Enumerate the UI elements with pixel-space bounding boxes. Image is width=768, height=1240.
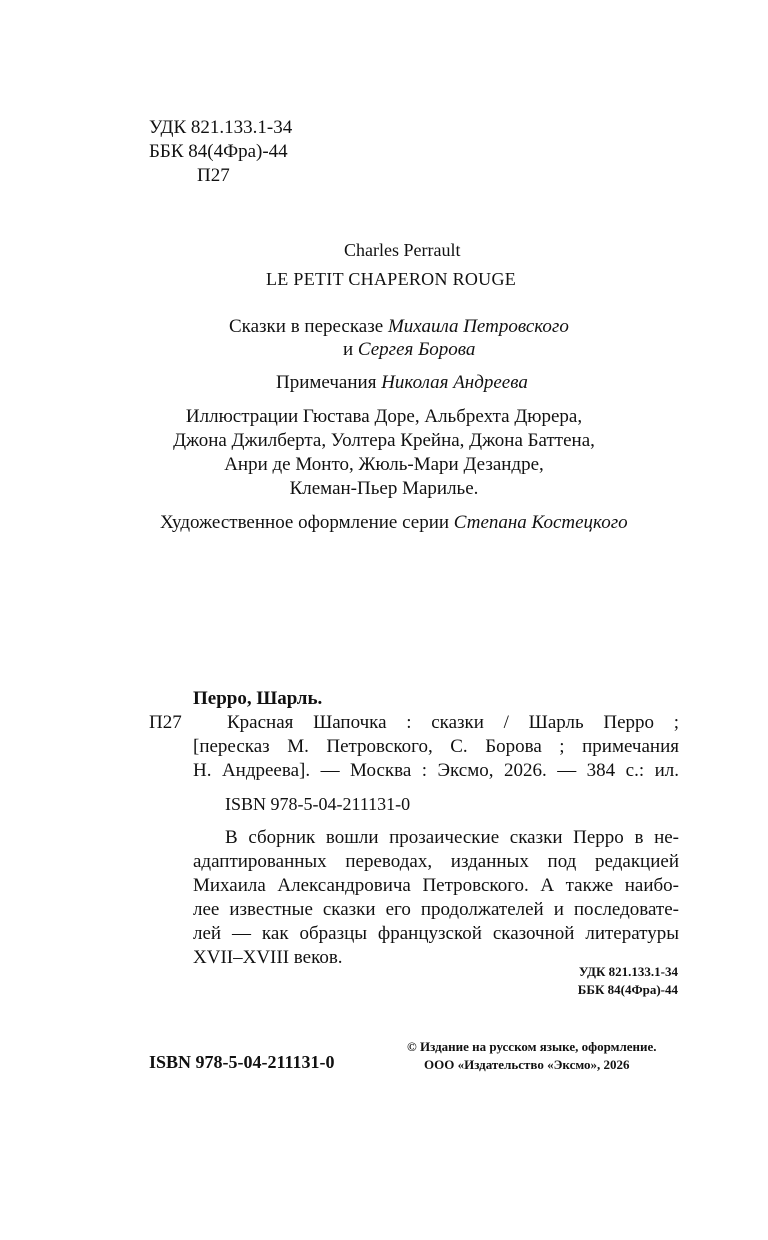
footer-isbn: ISBN 978-5-04-211131-0: [149, 1052, 335, 1072]
catalog-udk-right: УДК 821.133.1-34: [578, 964, 678, 979]
copyright-line-2: ООО «Издательство «Эксмо», 2026: [424, 1057, 630, 1072]
catalog-isbn: ISBN 978-5-04-211131-0: [225, 794, 411, 814]
retelling-line-1: [229, 315, 569, 339]
design-prefix: Художественное оформление серии: [160, 512, 454, 533]
annotation-line-2: адаптированных переводах, изданных под редакцией: [193, 851, 679, 872]
retelling-and: и: [343, 339, 358, 360]
retelling-name-2: Сергея Борова: [357, 339, 476, 360]
retelling-line-2: [343, 338, 475, 362]
design-name: Степана Костецкого: [453, 512, 628, 533]
illustrations-line-2: Джона Джилберта, Уолтера Крейна, Джона Баттена,: [173, 430, 595, 451]
catalog-line-1: Красная Шапочка : сказки / Шарль Перро ;: [227, 712, 679, 733]
notes-name: Николая Андреева: [381, 372, 528, 393]
illustrations-line-1: Иллюстрации Гюстава Доре, Альбрехта Дюрера,: [185, 406, 583, 427]
catalog-heading: Перро, Шарль.: [193, 688, 323, 709]
notes-line: [276, 371, 528, 395]
original-author: Charles Perrault: [344, 240, 461, 260]
annotation-line-4: лее известные сказки его продолжателей и последовате-: [193, 899, 679, 920]
author-mark: П27: [197, 165, 230, 186]
original-title: LE PETIT CHAPERON ROUGE: [266, 269, 517, 289]
bbk-code: ББК 84(4Фра)-44: [149, 141, 288, 162]
annotation-line-6: XVII–XVIII веков.: [193, 947, 343, 968]
catalog-mark: П27: [149, 712, 182, 733]
annotation-line-1: В сборник вошли прозаические сказки Перро в не-: [225, 827, 679, 848]
retelling-prefix: Сказки в пересказе: [229, 316, 388, 337]
annotation-line-5: лей — как образцы французской сказочной литературы: [193, 923, 679, 944]
catalog-line-3: Н. Андреева]. — Москва : Эксмо, 2026. — 384 с.: ил.: [193, 760, 679, 781]
catalog-line-2: [пересказ М. Петровского, С. Борова ; примечания: [193, 736, 679, 757]
copyright-line-1: © Издание на русском языке, оформление.: [407, 1039, 657, 1054]
udk-code: УДК 821.133.1-34: [149, 117, 293, 138]
annotation-line-3: Михаила Александровича Петровского. А также наибо-: [193, 875, 679, 896]
illustrations-line-4: Клеман-Пьер Марилье.: [289, 478, 479, 499]
catalog-bbk-right: ББК 84(4Фра)-44: [577, 982, 678, 997]
retelling-name-1: Михаила Петровского: [387, 316, 569, 337]
notes-prefix: Примечания: [276, 372, 382, 393]
illustrations-line-3: Анри де Монто, Жюль-Мари Дезандре,: [224, 454, 544, 475]
design-line: [160, 511, 628, 535]
